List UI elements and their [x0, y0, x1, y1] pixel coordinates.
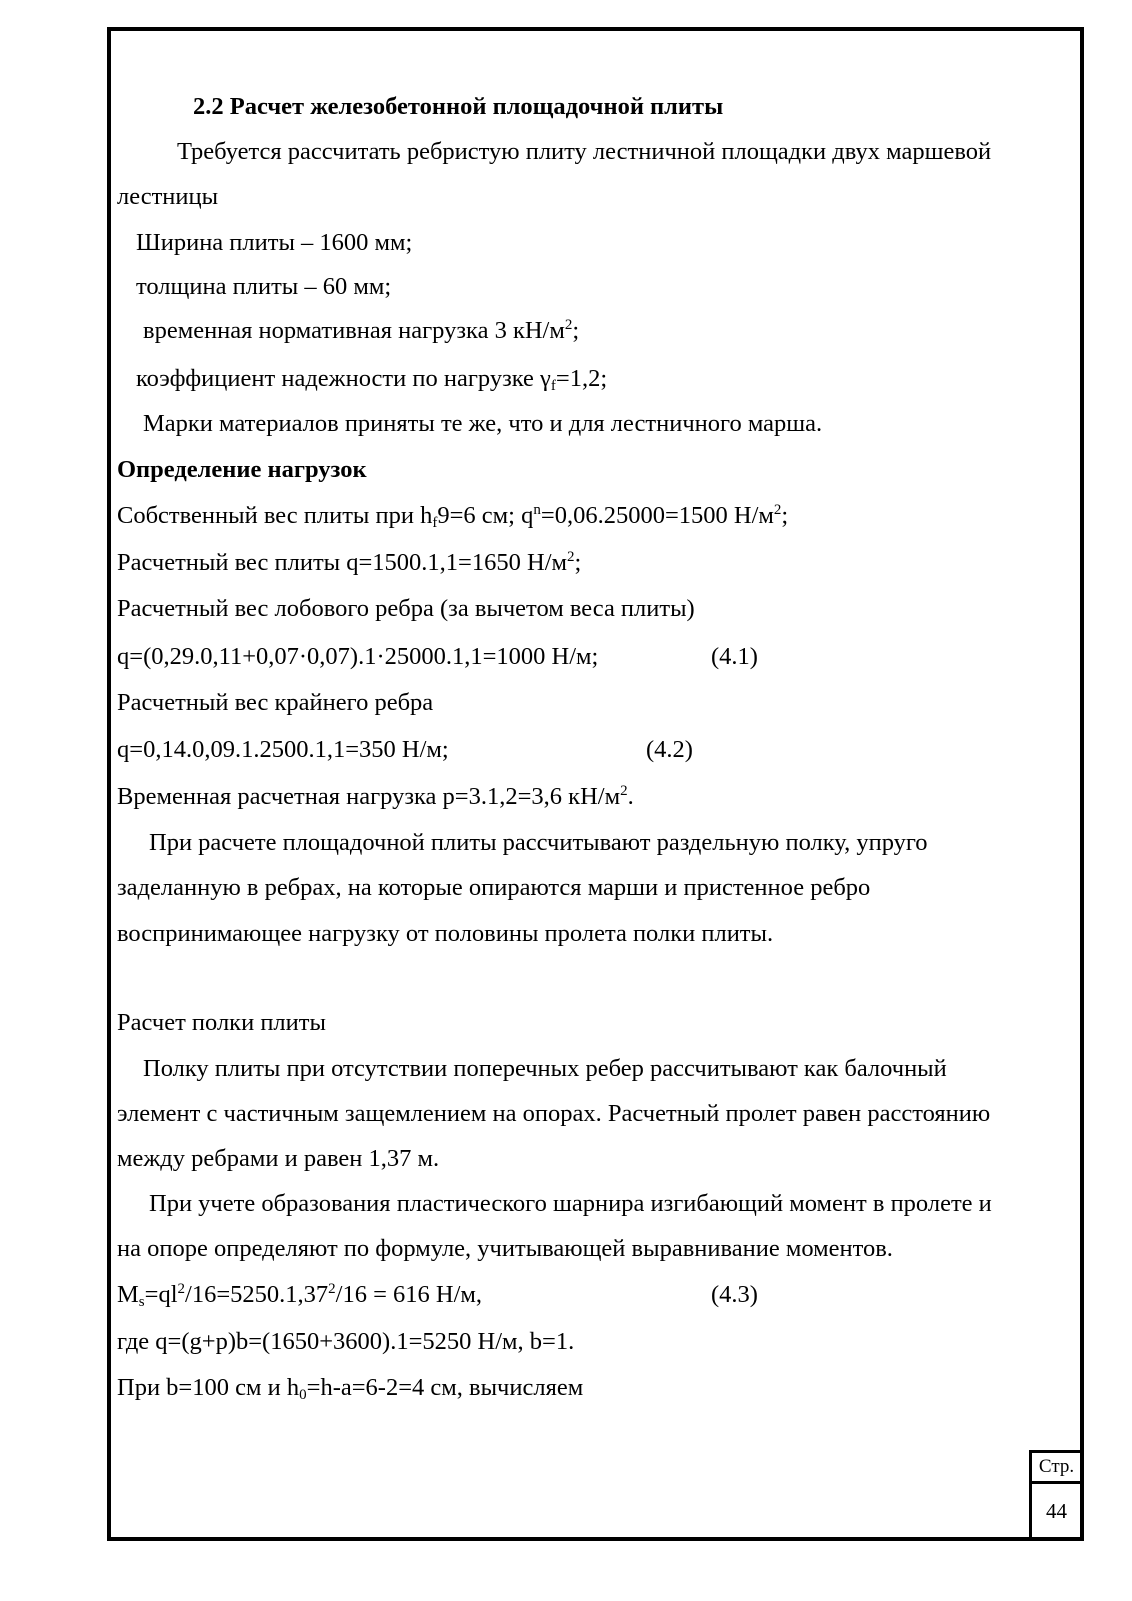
hinge-paragraph-line-2: на опоре определяют по формуле, учитывающей выравнивание моментов.: [117, 1235, 893, 1262]
shelf-paragraph-line-1: Полку плиты при отсутствии поперечных ребер рассчитывают как балочный: [143, 1055, 947, 1082]
intro-line-1: Требуется рассчитать ребристую плиту лестничной площадки двух маршевой: [177, 138, 992, 165]
shelf-paragraph-line-3: между ребрами и равен 1,37 м.: [117, 1145, 440, 1172]
front-rib-label: Расчетный вес лобового ребра (за вычетом веса плиты): [117, 595, 695, 622]
page-label-cell: Стр.: [1029, 1450, 1084, 1484]
calc-paragraph-line-2: заделанную в ребрах, на которые опираются марши и пристенное ребро: [117, 874, 871, 901]
param-materials: Марки материалов приняты те же, что и для лестничного марша.: [143, 410, 823, 437]
param-live-load: временная нормативная нагрузка 3 $кН/м^2$;: [143, 317, 580, 344]
shelf-heading: Расчет полки плиты: [117, 1009, 326, 1036]
front-rib-formula: q=(0,29.0,11+0,07·0,07).1·25000.1,1=1000 Н/м;: [117, 643, 599, 670]
param-width: Ширина плиты – 1600 мм;: [136, 229, 413, 256]
param-reliability-factor: коэффициент надежности по нагрузке $\gamma_f=1,2$;: [136, 365, 608, 394]
design-weight-line: Расчетный вес плиты q=1500.1,1=1650 $Н/м^2$;: [117, 549, 582, 576]
calc-paragraph-line-1: При расчете площадочной плиты рассчитывают раздельную полку, упруго: [149, 829, 928, 856]
loads-heading: Определение нагрузок: [117, 456, 367, 483]
h0-line: При b=100 см и $h_0=h-a=6-2=4$ см, вычисляем: [117, 1374, 584, 1403]
live-design-load-line: Временная расчетная нагрузка p=3.1,2=3,6 $кН/м^2$.: [117, 783, 634, 810]
equation-number-4-1: (4.1): [711, 643, 758, 670]
page-number-cell: 44: [1029, 1481, 1084, 1541]
param-thickness: толщина плиты – 60 мм;: [136, 273, 392, 300]
edge-rib-label: Расчетный вес крайнего ребра: [117, 689, 434, 716]
where-line: где q=(g+p)b=(1650+3600).1=5250 Н/м, b=1.: [117, 1328, 575, 1355]
equation-number-4-2: (4.2): [646, 736, 693, 763]
shelf-paragraph-line-2: элемент с частичным защемлением на опорах. Расчетный пролет равен расстоянию: [117, 1100, 991, 1127]
hinge-paragraph-line-1: При учете образования пластического шарнира изгибающий момент в пролете и: [149, 1190, 992, 1217]
self-weight-line: Собственный вес плиты при $h_f9=6$ см; $q^n=0,06.25000=1500$ $Н/м^2$;: [117, 502, 789, 531]
moment-formula: $M_s=ql^2/16=5250.1,37^2/16 = 616$ Н/м,: [117, 1281, 483, 1310]
equation-number-4-3: (4.3): [711, 1281, 758, 1308]
intro-line-2: лестницы: [117, 183, 219, 210]
edge-rib-formula: q=0,14.0,09.1.2500.1,1=350 Н/м;: [117, 736, 449, 763]
section-title: 2.2 Расчет железобетонной площадочной плиты: [193, 93, 724, 120]
calc-paragraph-line-3: воспринимающее нагрузку от половины пролета полки плиты.: [117, 920, 774, 947]
